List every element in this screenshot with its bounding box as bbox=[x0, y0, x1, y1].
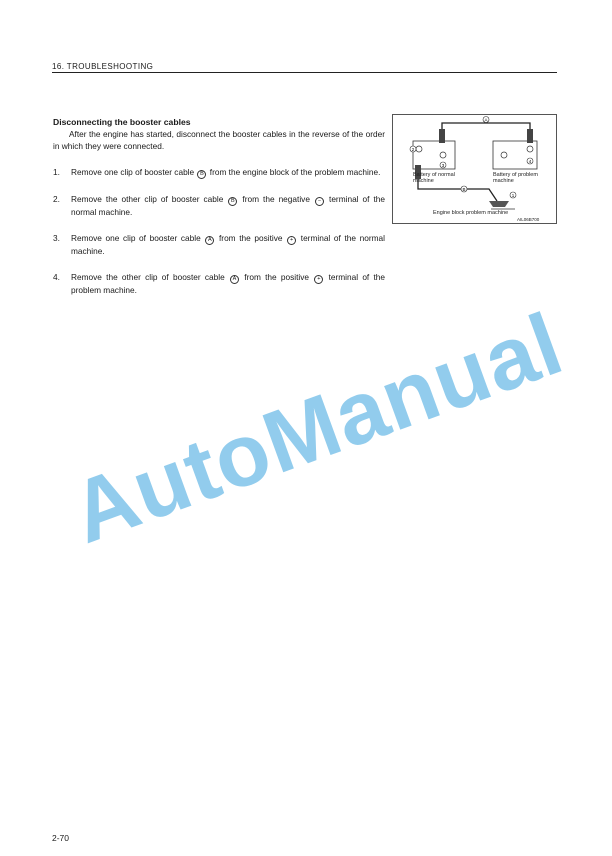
cable-mark: A bbox=[205, 236, 214, 245]
engine-block-clip bbox=[489, 201, 509, 207]
section-heading: 16. TROUBLESHOOTING bbox=[52, 62, 154, 71]
step-text: Remove the other clip of booster cable bbox=[71, 272, 225, 282]
step-text: from the positive bbox=[244, 272, 310, 282]
battery-problem-shape bbox=[493, 141, 537, 169]
cable-a-line bbox=[442, 123, 530, 129]
step-number: 4. bbox=[53, 272, 60, 282]
cable-mark: A bbox=[230, 275, 239, 284]
mark-b: B bbox=[462, 187, 466, 192]
watermark: AutoManual bbox=[58, 293, 575, 562]
step-number: 3. bbox=[53, 233, 60, 243]
cable-mark: B bbox=[228, 197, 237, 206]
figure-code: AIL06B700 bbox=[517, 217, 540, 222]
step-number: 1. bbox=[53, 167, 60, 177]
page-number: 2-70 bbox=[52, 833, 70, 843]
step-4 bbox=[53, 271, 385, 296]
diagram-drawing bbox=[393, 115, 558, 225]
mark-1: 1 bbox=[511, 193, 515, 198]
terminal-circle bbox=[416, 146, 422, 152]
step-text: from the positive bbox=[219, 233, 283, 243]
mark-2: 2 bbox=[411, 147, 415, 152]
cable-mark: B bbox=[197, 170, 206, 179]
step-text: terminal of the normal machine. bbox=[71, 233, 385, 256]
terminal-mark: + bbox=[314, 275, 323, 284]
mark-4: 4 bbox=[528, 159, 532, 164]
clip-shape bbox=[439, 129, 445, 143]
terminal-circle bbox=[440, 152, 446, 158]
terminal-circle bbox=[501, 152, 507, 158]
battery-normal-shape bbox=[413, 141, 455, 169]
step-text: Remove one clip of booster cable bbox=[71, 233, 201, 243]
step-text: Remove one clip of booster cable bbox=[71, 167, 195, 177]
intro-paragraph: After the engine has started, disconnect the booster cables in the reverse of the order in which they were connected. bbox=[53, 129, 385, 151]
clip-shape bbox=[527, 129, 533, 143]
label-engine-block: Engine block problem machine bbox=[433, 210, 509, 216]
step-text: Remove the other clip of booster cable bbox=[71, 194, 224, 204]
step-number: 2. bbox=[53, 194, 60, 204]
step-text: terminal of the problem machine. bbox=[71, 272, 386, 295]
mark-a: A bbox=[484, 117, 488, 123]
mark-3: 3 bbox=[441, 163, 445, 168]
label-battery-problem: Battery of problem machine bbox=[493, 172, 538, 184]
step-text: terminal of the normal machine. bbox=[71, 194, 386, 217]
terminal-circle bbox=[527, 146, 533, 152]
step-text: from the negative bbox=[242, 194, 310, 204]
terminal-mark: − bbox=[315, 197, 324, 206]
step-1 bbox=[53, 166, 385, 179]
section-title: Disconnecting the booster cables bbox=[53, 117, 191, 127]
booster-cable-diagram bbox=[392, 114, 557, 224]
steps-list bbox=[53, 166, 385, 310]
step-2 bbox=[53, 193, 385, 218]
label-battery-normal: Battery of normal machine bbox=[413, 172, 455, 184]
step-text: from the engine block of the problem machine. bbox=[209, 167, 381, 177]
terminal-mark: + bbox=[287, 236, 296, 245]
page-header bbox=[52, 62, 557, 73]
step-3 bbox=[53, 232, 385, 257]
